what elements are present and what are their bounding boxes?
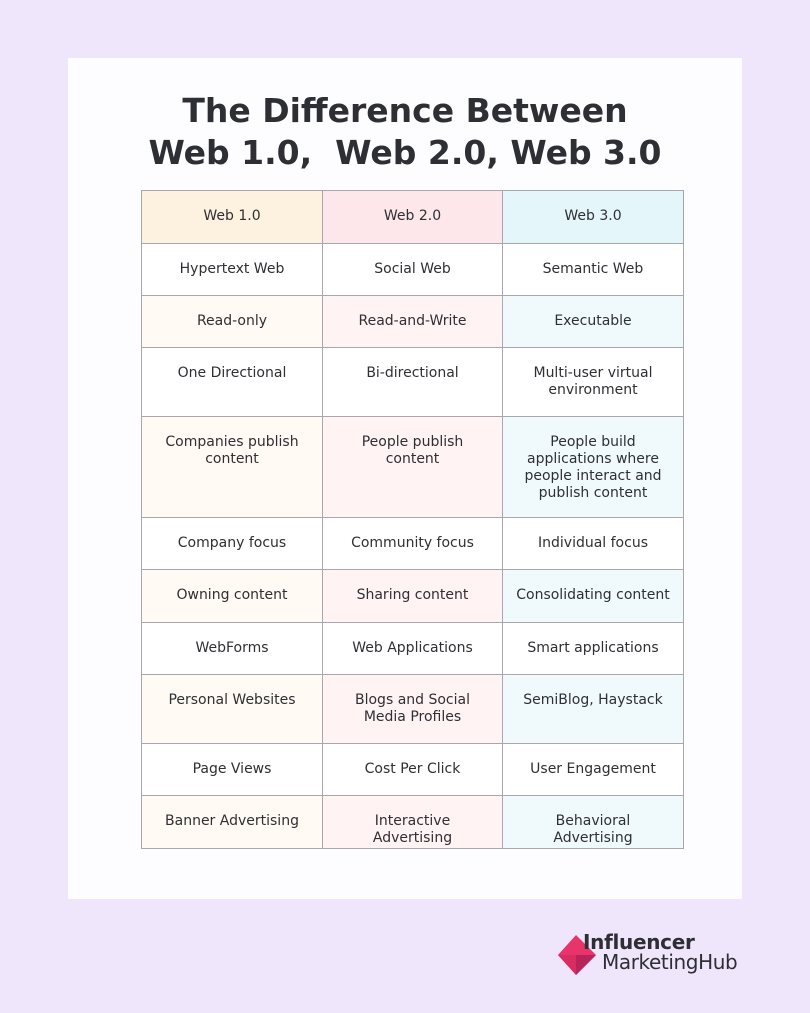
- logo-line-1: Influencer: [583, 930, 695, 954]
- table-cell: Interactive Advertising: [323, 796, 503, 849]
- table-cell: WebForms: [142, 623, 323, 675]
- table-header-row: [142, 191, 684, 244]
- table-cell: Smart applications: [503, 623, 684, 675]
- comparison-table: [141, 190, 684, 849]
- table-row: [142, 244, 684, 296]
- table-cell: Hypertext Web: [142, 244, 323, 296]
- page-title: [0, 90, 810, 174]
- table-cell: Behavioral Advertising: [503, 796, 684, 849]
- table-cell: People build applications where people interact and publish content: [503, 417, 684, 518]
- table-cell: One Directional: [142, 348, 323, 417]
- table-cell: Banner Advertising: [142, 796, 323, 849]
- influencer-marketing-hub-logo: [558, 930, 758, 980]
- table-cell: Page Views: [142, 744, 323, 796]
- table-row: [142, 623, 684, 675]
- table-row: [142, 796, 684, 849]
- table-cell: Web Applications: [323, 623, 503, 675]
- table-cell: User Engagement: [503, 744, 684, 796]
- table-cell: Read-only: [142, 296, 323, 348]
- table-cell: Personal Websites: [142, 675, 323, 744]
- table-cell: Consolidating content: [503, 570, 684, 623]
- header-web3: Web 3.0: [503, 191, 684, 244]
- table-row: [142, 417, 684, 518]
- table-cell: SemiBlog, Haystack: [503, 675, 684, 744]
- table-cell: Sharing content: [323, 570, 503, 623]
- table-cell: Companies publish content: [142, 417, 323, 518]
- header-web1: Web 1.0: [142, 191, 323, 244]
- title-line-1: The Difference Between: [182, 91, 628, 130]
- table-cell: Community focus: [323, 518, 503, 570]
- header-web2: Web 2.0: [323, 191, 503, 244]
- table-cell: Cost Per Click: [323, 744, 503, 796]
- table-row: [142, 518, 684, 570]
- logo-line-2: MarketingHub: [602, 950, 738, 974]
- table-cell: People publish content: [323, 417, 503, 518]
- table-cell: Bi-directional: [323, 348, 503, 417]
- table-cell: Company focus: [142, 518, 323, 570]
- table-cell: Individual focus: [503, 518, 684, 570]
- table-cell: Blogs and Social Media Profiles: [323, 675, 503, 744]
- table-row: [142, 744, 684, 796]
- table-row: [142, 296, 684, 348]
- table-row: [142, 675, 684, 744]
- table-cell: Owning content: [142, 570, 323, 623]
- table-cell: Read-and-Write: [323, 296, 503, 348]
- table-row: [142, 348, 684, 417]
- table-cell: Executable: [503, 296, 684, 348]
- title-line-2: Web 1.0, Web 2.0, Web 3.0: [148, 133, 662, 172]
- table-cell: Semantic Web: [503, 244, 684, 296]
- table-cell: Social Web: [323, 244, 503, 296]
- table-row: [142, 570, 684, 623]
- table-cell: Multi-user virtual environment: [503, 348, 684, 417]
